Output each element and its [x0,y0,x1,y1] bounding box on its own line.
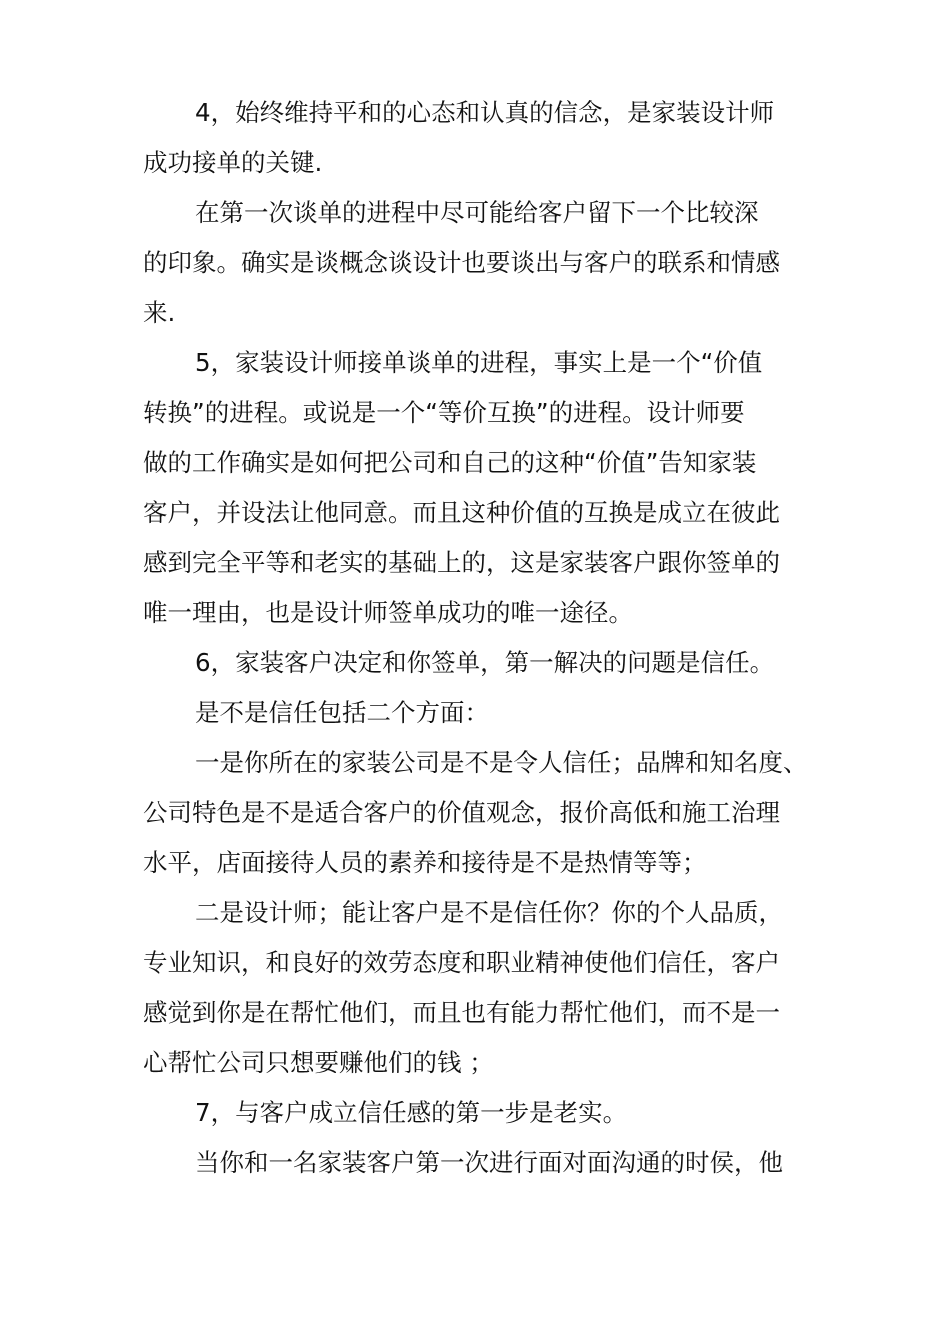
text-line: 做的工作确实是如何把公司和自己的这种“价值”告知家装 [143,448,757,477]
body-text [143,88,843,1188]
text-line: 在第一次谈单的进程中尽可能给客户留下一个比较深 [195,198,759,227]
text-line: 公司特色是不是适合客户的价值观念，报价高低和施工治理 [143,798,780,827]
text-line: 水平，店面接待人员的素养和接待是不是热情等等； [143,848,707,877]
text-line: 唯一理由，也是设计师签单成功的唯一途径。 [143,598,633,627]
text-line: 心帮忙公司只想要赚他们的钱 ； [143,1048,494,1077]
text-line: 感到完全平等和老实的基础上的，这是家装客户跟你签单的 [143,548,780,577]
text-line: 成功接单的关键. [143,148,323,177]
text-line: 二是设计师；能让客户是不是信任你？你的个人品质， [195,898,783,927]
text-line: 来. [143,298,176,327]
text-line: 转换”的进程。或说是一个“等价互换”的进程。设计师要 [143,398,745,427]
text-line: 专业知识，和良好的效劳态度和职业精神使他们信任，客户 [143,948,780,977]
text-line: 6，家装客户决定和你签单，第一解决的问题是信任。 [195,648,775,677]
text-line: 是不是信任包括二个方面： [195,698,489,727]
text-line: 5，家装设计师接单谈单的进程，事实上是一个“价值 [195,348,763,377]
text-line: 客户，并设法让他同意。而且这种价值的互换是成立在彼此 [143,498,780,527]
text-line: 当你和一名家装客户第一次进行面对面沟通的时侯，他 [195,1148,783,1177]
text-line: 的印象。确实是谈概念谈设计也要谈出与客户的联系和情感 [143,248,780,277]
text-line: 感觉到你是在帮忙他们，而且也有能力帮忙他们，而不是一 [143,998,780,1027]
text-line: 一是你所在的家装公司是不是令人信任；品牌和知名度、 [195,748,808,777]
text-line: 7，与客户成立信任感的第一步是老实。 [195,1098,628,1127]
text-line: 4，始终维持平和的心态和认真的信念，是家装设计师 [195,98,775,127]
